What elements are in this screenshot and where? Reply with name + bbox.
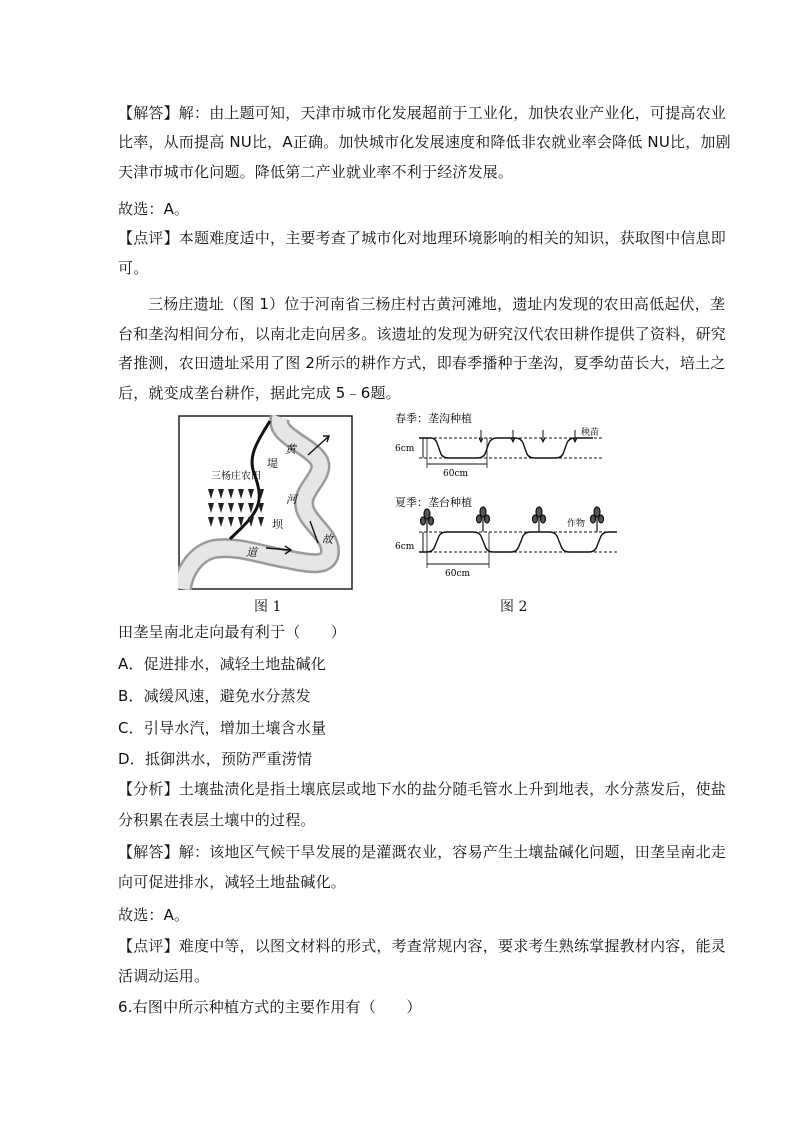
spring-title: 春季：垄沟种植 (395, 412, 472, 425)
river-label: 河 (286, 493, 297, 506)
height-label: 6cm (395, 542, 415, 552)
text-line: 活调动运用。 (118, 967, 210, 985)
width-label: 60cm (443, 469, 469, 479)
figure-2-caption: 图 2 (500, 599, 528, 615)
farm-label: 三杨庄农田 (211, 471, 261, 482)
text-line: 故选：A。 (118, 200, 190, 218)
dike-label: 堤 (267, 457, 278, 470)
text-line: 【点评】本题难度适中，主要考查了城市化对地理环境影响的相关的知识，获取图中信息即 (118, 229, 727, 247)
text-line: 故选：A。 (118, 906, 190, 924)
text-line: 【点评】难度中等，以图文材料的形式，考查常规内容，要求考生熟练掌握教材内容，能灵 (118, 937, 727, 955)
height-label: 6cm (395, 444, 415, 454)
river-label: 黄 (285, 443, 296, 456)
text-line: 三杨庄遗址（图 1）位于河南省三杨庄村古黄河滩地，遗址内发现的农田高低起伏，垄 (148, 295, 726, 313)
text-line: 台和垄沟相间分布，以南北走向居多。该遗址的发现为研究汉代农田耕作提供了资料，研究 (118, 325, 727, 343)
text-line: 后，就变成垄台耕作，据此完成 5﹣6题。 (118, 384, 401, 402)
option-b: B．减缓风速，避免水分蒸发 (118, 687, 311, 705)
text-line: 【分析】土壤盐渍化是指土壤底层或地下水的盐分随毛管水上升到地表，水分蒸发后，使盐 (118, 780, 727, 798)
figure-2-diagram (393, 408, 625, 588)
figure-1-map (178, 415, 353, 590)
summer-title: 夏季：垄台种植 (395, 496, 472, 509)
question-stem: 田垄呈南北走向最有利于（ ） (118, 623, 347, 641)
width-label: 60cm (445, 569, 471, 579)
text-line: 【解答】解：该地区气候干旱发展的是灌溉农业，容易产生土壤盐碱化问题，田垄呈南北走 (118, 843, 727, 861)
river-label: 道 (246, 546, 257, 559)
seedling-label: 秧苗 (581, 428, 600, 438)
text-line: 天津市城市化问题。降低第二产业就业率不利于经济发展。 (118, 163, 514, 181)
text-line: 比率，从而提高 NU比，A正确。加快城市化发展速度和降低非农就业率会降低 NU比，加剧 (118, 133, 731, 151)
question-stem: 6.右图中所示种植方式的主要作用有（ ） (118, 998, 422, 1016)
text-line: 分积累在表层土壤中的过程。 (118, 811, 316, 829)
text-line: 者推测，农田遗址采用了图 2所示的耕作方式，即春季播种于垄沟，夏季幼苗长大，培土之 (118, 354, 726, 372)
text-line: 可。 (118, 259, 149, 277)
figure-1-caption: 图 1 (254, 599, 282, 615)
option-c: C．引导水汽，增加土壤含水量 (118, 719, 327, 737)
dike-label: 坝 (272, 518, 283, 531)
option-a: A．促进排水，减轻土地盐碱化 (118, 655, 327, 673)
text-line: 【解答】解：由上题可知，天津市城市化发展超前于工业化，加快农业产业化，可提高农业 (118, 104, 727, 122)
text-line: 向可促进排水，减轻土地盐碱化。 (118, 873, 347, 891)
option-d: D．抵御洪水，预防严重涝情 (118, 750, 313, 768)
crop-label: 作物 (567, 519, 586, 529)
river-label: 故 (322, 533, 333, 546)
